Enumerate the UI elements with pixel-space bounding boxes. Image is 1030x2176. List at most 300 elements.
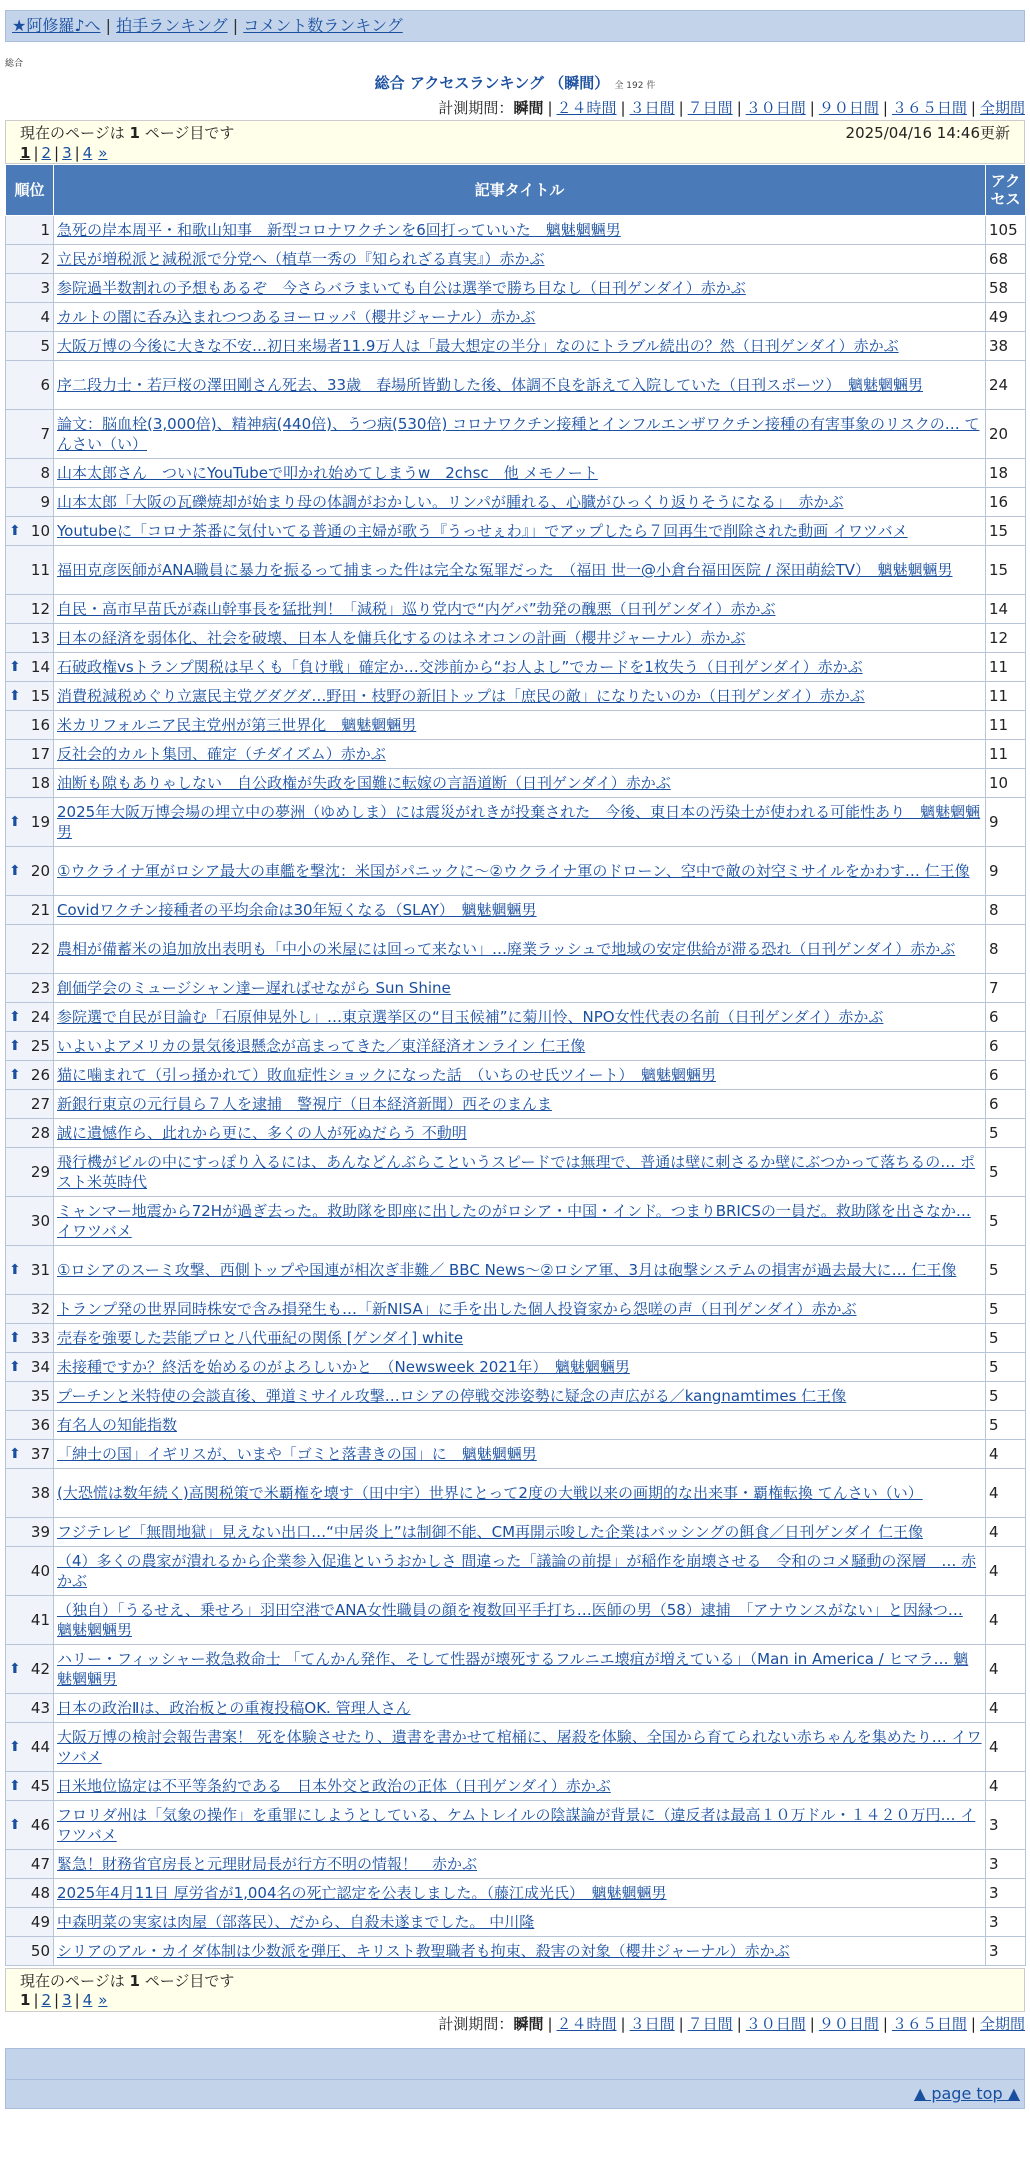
period-link-1-bottom[interactable]: ３日間 — [629, 2015, 675, 2033]
article-title-link[interactable]: 飛行機がビルの中にすっぽり入るには、あんなどんぶらこというスピードでは無理で、普通は壁に刺さるか壁にぶつかって落ちるの… ポスト米英時代 — [57, 1153, 975, 1191]
rank-up-icon: ⬆ — [9, 1009, 21, 1025]
period-label-bottom: 計測期間： — [438, 2015, 514, 2033]
period-link-0-bottom[interactable]: ２４時間 — [556, 2015, 617, 2033]
home-link[interactable]: ★阿修羅♪へ — [12, 16, 101, 35]
title-cell — [54, 1119, 986, 1148]
rank-cell — [6, 1090, 54, 1119]
period-separator: | — [736, 2015, 742, 2033]
rank-number: 14 — [30, 658, 50, 676]
title-cell — [54, 1694, 986, 1723]
period-link-5[interactable]: ３６５日間 — [891, 99, 967, 117]
rank-cell — [6, 1547, 54, 1596]
article-title-link[interactable]: 米カリフォルニア民主党州が第三世界化 魑魅魍魎男 — [57, 716, 417, 734]
pagination — [20, 143, 1010, 163]
table-row — [6, 740, 1026, 769]
table-row — [6, 1937, 1026, 1966]
rank-number: 28 — [30, 1124, 50, 1142]
rank-number: 26 — [30, 1066, 50, 1084]
section-label: 総合 — [5, 59, 24, 69]
article-title-link[interactable]: フジテレビ「無間地獄」見えない出口…“中居炎上”は制御不能、CM再開示唆した企業はバッシングの餌食／日刊ゲンダイ 仁王像 — [57, 1523, 923, 1541]
table-row — [6, 1469, 1026, 1518]
top-nav — [5, 10, 1025, 42]
title-cell — [54, 1850, 986, 1879]
table-row — [6, 682, 1026, 711]
access-count: 5 — [986, 1119, 1026, 1148]
access-count: 8 — [986, 896, 1026, 925]
page-current: 1 — [20, 144, 31, 162]
page-separator: | — [54, 144, 60, 162]
access-count: 8 — [986, 925, 1026, 974]
rank-number: 21 — [30, 901, 50, 919]
title-cell — [54, 653, 986, 682]
table-row — [6, 974, 1026, 1003]
page-separator: | — [33, 1991, 39, 2009]
rank-number: 43 — [30, 1699, 50, 1717]
article-title-link[interactable]: 2025年大阪万博会場の埋立中の夢洲（ゆめしま）には震災がれきが投棄された 今後、東日本の汚染土が使われる可能性あり 魑魅魍魎男 — [57, 803, 981, 841]
rank-number: 15 — [30, 687, 50, 705]
article-title-link[interactable]: 中森明菜の実家は肉屋（部落民）、だから、自殺未遂までした。 中川隆 — [57, 1913, 535, 1931]
table-row — [6, 410, 1026, 459]
rank-cell — [6, 488, 54, 517]
rank-cell — [6, 595, 54, 624]
rank-number: 44 — [30, 1738, 50, 1756]
article-title-link[interactable]: 農相が備蓄米の追加放出表明も「中小の米屋には回って来ない」…廃業ラッシュで地域の安定供給が滞る恐れ（日刊ゲンダイ）赤かぶ — [57, 940, 956, 958]
article-title-link[interactable]: (大恐慌は数年続く)高関税策で米覇権を壊す（田中宇）世界にとって2度の大戦以来の画期的な出来事・覇権転換 てんさい（い） — [57, 1484, 923, 1502]
table-row — [6, 1645, 1026, 1694]
period-separator: | — [970, 2015, 976, 2033]
access-count: 4 — [986, 1645, 1026, 1694]
article-title-link[interactable]: ハリー・フィッシャー救急救命士 「てんかん発作、そして性器が壊死するフルニエ壊疽が増えている」（Man in America / ヒマラ… 魑魅魍魎男 — [57, 1650, 969, 1688]
rank-number: 48 — [30, 1884, 50, 1902]
rank-number: 45 — [30, 1777, 50, 1795]
title-cell — [54, 274, 986, 303]
page-link-3[interactable]: 3 — [62, 144, 72, 162]
table-row — [6, 1324, 1026, 1353]
period-selector — [5, 96, 1025, 120]
table-row — [6, 1382, 1026, 1411]
period-link-4-bottom[interactable]: ９０日間 — [818, 2015, 879, 2033]
rank-number: 10 — [30, 522, 50, 540]
period-link-0[interactable]: ２４時間 — [556, 99, 617, 117]
title-cell — [54, 682, 986, 711]
rank-number: 13 — [30, 629, 50, 647]
table-row — [6, 1411, 1026, 1440]
title-cell — [54, 1596, 986, 1645]
rank-number: 33 — [30, 1329, 50, 1347]
title-cell — [54, 1032, 986, 1061]
rank-up-icon: ⬆ — [9, 863, 21, 879]
article-title-link[interactable]: 石破政権vsトランプ関税は早くも「負け戦」確定か…交渉前から“お人よし”でカードを1枚失う（日刊ゲンダイ）赤かぶ — [57, 658, 863, 676]
rank-number: 36 — [30, 1416, 50, 1434]
rank-up-icon: ⬆ — [9, 1739, 21, 1755]
article-title-link[interactable]: 福田克彦医師がANA職員に暴力を振るって捕まった件は完全な冤罪だった （福田 世一@小倉台福田医院 / 深田萌絵TV） 魑魅魍魎男 — [57, 561, 953, 579]
title-cell — [54, 303, 986, 332]
article-title-link[interactable]: 新銀行東京の元行員ら７人を逮捕 警視庁（日本経済新聞）西そのまんま — [57, 1095, 553, 1113]
rank-number: 47 — [30, 1855, 50, 1873]
article-title-link[interactable]: ミャンマー地震から72Hが過ぎ去った。救助隊を即座に出したのがロシア・中国・インド。つまりBRICSの一員だ。救助隊を出さなか… イワツバメ — [57, 1202, 971, 1240]
access-count: 11 — [986, 653, 1026, 682]
table-row — [6, 216, 1026, 245]
period-separator: | — [809, 99, 815, 117]
access-count: 15 — [986, 546, 1026, 595]
rank-cell — [6, 847, 54, 896]
rank-number: 50 — [30, 1942, 50, 1960]
rank-number: 31 — [30, 1261, 50, 1279]
rank-number: 3 — [40, 279, 50, 297]
rank-cell — [6, 1937, 54, 1966]
table-row — [6, 1596, 1026, 1645]
title-cell — [54, 488, 986, 517]
ranking-table — [5, 164, 1026, 1966]
page-link-4[interactable]: 4 — [82, 144, 93, 162]
rank-cell — [6, 1694, 54, 1723]
period-separator: | — [620, 2015, 626, 2033]
access-count: 4 — [986, 1440, 1026, 1469]
article-title-link[interactable]: Covidワクチン接種者の平均余命は30年短くなる（SLAY） 魑魅魍魎男 — [57, 901, 537, 919]
rank-cell — [6, 1353, 54, 1382]
total-count: 全 192 件 — [614, 81, 656, 91]
article-title-link[interactable]: プーチンと米特使の会談直後、弾道ミサイル攻撃…ロシアの停戦交渉姿勢に疑念の声広がる／kangnamtimes 仁王像 — [57, 1387, 847, 1405]
access-count: 3 — [986, 1801, 1026, 1850]
article-title-link[interactable]: ①ウクライナ軍がロシア最大の車艦を撃沈：米国がパニックに〜②ウクライナ軍のドローン、空中で敵の対空ミサイルをかわす… 仁王像 — [57, 862, 970, 880]
title-cell — [54, 769, 986, 798]
article-title-link[interactable]: ①ロシアのスーミ攻撃、西側トップや国連が相次ぎ非難／ BBC News〜②ロシア軍、3月は砲撃システムの損害が過去最大に… 仁王像 — [57, 1261, 957, 1279]
current-page-text-bottom: 現在のページは 1 ページ目です — [20, 1972, 235, 1990]
page-link-3-bottom[interactable]: 3 — [62, 1991, 72, 2009]
article-title-link[interactable]: （4）多くの農家が潰れるから企業参入促進というおかしさ 間違った「議論の前提」が稲作を崩壊させる 令和のコメ騒動の深層 … 赤かぶ — [57, 1552, 977, 1590]
rank-up-icon: ⬆ — [9, 659, 21, 675]
table-row — [6, 1119, 1026, 1148]
rank-cell — [6, 1440, 54, 1469]
rank-cell — [6, 1032, 54, 1061]
rank-cell — [6, 361, 54, 410]
access-count: 5 — [986, 1246, 1026, 1295]
rank-number: 1 — [40, 221, 50, 239]
title-cell — [54, 1645, 986, 1694]
rank-cell — [6, 216, 54, 245]
title-cell — [54, 1518, 986, 1547]
article-title-link[interactable]: 日米地位協定は不平等条約である 日本外交と政治の正体（日刊ゲンダイ）赤かぶ — [57, 1777, 611, 1795]
rank-number: 27 — [30, 1095, 50, 1113]
table-row — [6, 274, 1026, 303]
article-title-link[interactable]: トランプ発の世界同時株安で含み損発生も…「新NISA」に手を出した個人投資家から怨嗟の声（日刊ゲンダイ）赤かぶ — [57, 1300, 857, 1318]
period-link-2-bottom[interactable]: ７日間 — [687, 2015, 733, 2033]
access-count: 68 — [986, 245, 1026, 274]
table-row — [6, 517, 1026, 546]
access-count: 10 — [986, 769, 1026, 798]
article-title-link[interactable]: Youtubeに「コロナ茶番に気付いてる普通の主婦が歌う『うっせぇわ』」でアップしたら７回再生で削除された動画 イワツバメ — [57, 522, 908, 540]
period-link-3[interactable]: ３０日間 — [745, 99, 806, 117]
title-cell — [54, 1197, 986, 1246]
article-title-link[interactable]: 急死の岸本周平・和歌山知事 新型コロナワクチンを6回打っていいた 魑魅魍魎男 — [57, 221, 621, 239]
article-title-link[interactable]: 大阪万博の今後に大きな不安…初日来場者11.9万人は「最大想定の半分」なのにトラブル続出の？然（日刊ゲンダイ）赤かぶ — [57, 337, 899, 355]
period-selector-bottom — [5, 2012, 1025, 2036]
access-count: 3 — [986, 1879, 1026, 1908]
comment-ranking-link[interactable]: コメント数ランキング — [243, 16, 403, 35]
rank-number: 23 — [30, 979, 50, 997]
period-link-3-bottom[interactable]: ３０日間 — [745, 2015, 806, 2033]
access-count: 4 — [986, 1772, 1026, 1801]
title-cell — [54, 624, 986, 653]
page-separator: | — [33, 144, 39, 162]
rank-number: 19 — [30, 813, 50, 831]
rank-cell — [6, 274, 54, 303]
period-label: 計測期間： — [438, 99, 514, 117]
access-count: 3 — [986, 1850, 1026, 1879]
title-cell — [54, 1382, 986, 1411]
access-count: 6 — [986, 1032, 1026, 1061]
rank-cell — [6, 1908, 54, 1937]
title-cell — [54, 459, 986, 488]
access-count: 11 — [986, 711, 1026, 740]
rank-cell — [6, 896, 54, 925]
access-count: 12 — [986, 624, 1026, 653]
title-cell — [54, 1937, 986, 1966]
rank-number: 12 — [30, 600, 50, 618]
rank-number: 17 — [30, 745, 50, 763]
period-separator: | — [882, 99, 888, 117]
article-title-link[interactable]: 日本の経済を弱体化、社会を破壊、日本人を傭兵化するのはネオコンの計画（櫻井ジャーナル）赤かぶ — [57, 629, 746, 647]
title-cell — [54, 1061, 986, 1090]
access-count: 4 — [986, 1723, 1026, 1772]
access-count: 5 — [986, 1353, 1026, 1382]
article-title-link[interactable]: 山本太郎「大阪の瓦礫焼却が始まり母の体調がおかしい。リンパが腫れる、心臓がひっくり返りそうになる」 赤かぶ — [57, 493, 844, 511]
article-title-link[interactable]: 創価学会のミュージシャン達ー遅ればせながら Sun Shine — [57, 979, 451, 997]
table-row — [6, 711, 1026, 740]
table-row — [6, 1246, 1026, 1295]
rank-number: 9 — [40, 493, 50, 511]
rank-up-icon: ⬆ — [9, 523, 21, 539]
title-cell — [54, 1295, 986, 1324]
rank-number: 35 — [30, 1387, 50, 1405]
article-title-link[interactable]: 立民が増税派と減税派で分党へ（植草一秀の『知られざる真実』）赤かぶ — [57, 250, 545, 268]
article-title-link[interactable]: 緊急！財務省官房長と元理財局長が行方不明の情報！ 赤かぶ — [57, 1855, 478, 1873]
article-title-link[interactable]: 猫に噛まれて（引っ掻かれて）敗血症性ショックになった話 （いちのせ氏ツイート） 魑魅魍魎男 — [57, 1066, 716, 1084]
page-top-link[interactable]: ▲ page top ▲ — [913, 2084, 1020, 2103]
col-title-header: 記事タイトル — [54, 165, 986, 216]
article-title-link[interactable]: 「紳士の国」イギリスが、いまや「ゴミと落書きの国」に 魑魅魍魎男 — [57, 1445, 537, 1463]
rank-up-icon: ⬆ — [9, 1038, 21, 1054]
article-title-link[interactable]: 有名人の知能指数 — [57, 1416, 178, 1434]
table-row — [6, 1090, 1026, 1119]
rank-cell — [6, 798, 54, 847]
rank-cell — [6, 1469, 54, 1518]
rank-cell — [6, 711, 54, 740]
table-row — [6, 653, 1026, 682]
access-count: 9 — [986, 798, 1026, 847]
article-title-link[interactable]: 論文：脳血栓(3,000倍)、精神病(440倍)、うつ病(530倍) コロナワクチン接種とインフルエンザワクチン接種の有害事象のリスクの… てんさい（い） — [57, 415, 980, 453]
article-title-link[interactable]: 参院過半数割れの予想もあるぞ 今さらバラまいても自公は選挙で勝ち目なし（日刊ゲンダイ）赤かぶ — [57, 279, 746, 297]
article-title-link[interactable]: 山本太郎さん ついにYouTubeで叩かれ始めてしまうw 2chsc 他 メモノート — [57, 464, 598, 482]
article-title-link[interactable]: 売春を強要した芸能プロと八代亜紀の関係 [ゲンダイ] white — [57, 1329, 464, 1347]
access-count: 5 — [986, 1411, 1026, 1440]
pagination-bottom — [20, 1991, 1010, 2009]
title-cell — [54, 1469, 986, 1518]
title-cell — [54, 410, 986, 459]
rank-number: 38 — [30, 1484, 50, 1502]
access-count: 24 — [986, 361, 1026, 410]
article-title-link[interactable]: 参院選で自民が目論む「石原伸晃外し」…東京選挙区の“目玉候補”に菊川怜、NPO女性代表の名前（日刊ゲンダイ）赤かぶ — [57, 1008, 884, 1026]
article-title-link[interactable]: 消費税減税めぐり立憲民主党グダグダ…野田・枝野の新旧トップは「庶民の敵」になりたいのか（日刊ゲンダイ）赤かぶ — [57, 687, 865, 705]
table-row — [6, 1353, 1026, 1382]
nav-separator: | — [232, 16, 239, 35]
access-count: 5 — [986, 1324, 1026, 1353]
table-row — [6, 1032, 1026, 1061]
rank-number: 49 — [30, 1913, 50, 1931]
col-access-header: アクセス — [986, 165, 1026, 216]
page-info — [5, 120, 1025, 164]
rank-cell — [6, 1382, 54, 1411]
page-separator: | — [54, 1991, 60, 2009]
rank-cell — [6, 1119, 54, 1148]
rank-cell — [6, 1850, 54, 1879]
rank-number: 8 — [40, 464, 50, 482]
table-row — [6, 1850, 1026, 1879]
title-cell — [54, 711, 986, 740]
period-link-6[interactable]: 全期間 — [979, 99, 1025, 117]
article-title-link[interactable]: 序二段力士・若戸桜の澤田剛さん死去、33歳 春場所皆勤した後、体調不良を訴えて入院していた（日刊スポーツ） 魑魅魍魎男 — [57, 376, 923, 394]
table-row — [6, 798, 1026, 847]
article-title-link[interactable]: 大阪万博の検討会報告書案！ 死を体験させたり、遺書を書かせて棺桶に、屠殺を体験、全国から育てられない赤ちゃんを集めたり… イワツバメ — [57, 1728, 982, 1766]
table-row — [6, 1197, 1026, 1246]
page-separator: | — [74, 144, 80, 162]
rank-number: 25 — [30, 1037, 50, 1055]
table-row — [6, 1879, 1026, 1908]
rank-number: 41 — [30, 1611, 50, 1629]
article-title-link[interactable]: 未接種ですか？終活を始めるのがよろしいかと （Newsweek 2021年） 魑魅魍魎男 — [57, 1358, 630, 1376]
next-page-link[interactable]: » — [98, 144, 108, 162]
period-link-6-bottom[interactable]: 全期間 — [979, 2015, 1025, 2033]
title-cell — [54, 1246, 986, 1295]
title-cell — [54, 798, 986, 847]
table-row — [6, 1295, 1026, 1324]
title-cell — [54, 974, 986, 1003]
access-count: 4 — [986, 1596, 1026, 1645]
rank-up-icon: ⬆ — [9, 1661, 21, 1677]
rank-cell — [6, 245, 54, 274]
article-title-link[interactable]: 2025年4月11日 厚労省が1,004名の死亡認定を公表しました。（藤江成光氏） 魑魅魍魎男 — [57, 1884, 667, 1902]
access-count: 58 — [986, 274, 1026, 303]
rank-number: 42 — [30, 1660, 50, 1678]
table-row — [6, 1061, 1026, 1090]
article-title-link[interactable]: 日本の政治Ⅱは、政治板との重複投稿OK. 管理人さん — [57, 1699, 411, 1717]
rank-cell — [6, 1645, 54, 1694]
rank-cell — [6, 1324, 54, 1353]
access-count: 5 — [986, 1197, 1026, 1246]
article-title-link[interactable]: カルトの闇に呑み込まれつつあるヨーロッパ（櫻井ジャーナル）赤かぶ — [57, 308, 536, 326]
period-link-1[interactable]: ３日間 — [629, 99, 675, 117]
rank-up-icon: ⬆ — [9, 1446, 21, 1462]
rank-number: 4 — [40, 308, 50, 326]
table-row — [6, 488, 1026, 517]
access-count: 7 — [986, 974, 1026, 1003]
rank-number: 7 — [40, 425, 50, 443]
rank-cell — [6, 1596, 54, 1645]
rank-up-icon: ⬆ — [9, 1067, 21, 1083]
page-current-bottom: 1 — [20, 1991, 31, 2009]
rank-cell — [6, 682, 54, 711]
page-separator: | — [74, 1991, 80, 2009]
article-title-link[interactable]: 油断も隙もありゃしない 自公政権が失政を国難に転嫁の言語道断（日刊ゲンダイ）赤かぶ — [57, 774, 671, 792]
title-cell — [54, 1324, 986, 1353]
clap-ranking-link[interactable]: 拍手ランキング — [116, 16, 228, 35]
title-cell — [54, 216, 986, 245]
access-count: 9 — [986, 847, 1026, 896]
article-title-link[interactable]: フロリダ州は「気象の操作」を重罪にしようとしている、ケムトレイルの陰謀論が背景に（違反者は最高１０万ドル・１４２０万円… イワツバメ — [57, 1806, 976, 1844]
next-page-link-bottom[interactable]: » — [98, 1991, 108, 2009]
period-link-5-bottom[interactable]: ３６５日間 — [891, 2015, 967, 2033]
page-top-bar — [5, 2080, 1025, 2109]
article-title-link[interactable]: 反社会的カルト集団、確定（チダイズム）赤かぶ — [57, 745, 386, 763]
title-cell — [54, 332, 986, 361]
rank-cell — [6, 653, 54, 682]
period-separator: | — [736, 99, 742, 117]
table-row — [6, 459, 1026, 488]
page-title — [5, 70, 1025, 96]
rank-number: 29 — [30, 1163, 50, 1181]
period-link-4[interactable]: ９０日間 — [818, 99, 879, 117]
article-title-link[interactable]: いよいよアメリカの景気後退懸念が高まってきた／東洋経済オンライン 仁王像 — [57, 1037, 586, 1055]
period-current-bottom: 瞬間 — [513, 2015, 544, 2033]
updated-time: 2025/04/16 14:46更新 — [845, 124, 1010, 142]
page-link-2[interactable]: 2 — [41, 144, 52, 162]
table-row — [6, 361, 1026, 410]
rank-cell — [6, 1197, 54, 1246]
article-title-link[interactable]: （独自）「うるせえ、乗せろ」羽田空港でANA女性職員の顔を複数回平手打ち…医師の男（58）逮捕 「アナウンスがない」と因縁つ… 魑魅魍魎男 — [57, 1601, 963, 1639]
title-cell — [54, 1772, 986, 1801]
rank-cell — [6, 517, 54, 546]
table-row — [6, 1148, 1026, 1197]
table-row — [6, 1801, 1026, 1850]
table-row — [6, 1772, 1026, 1801]
page-info-bottom — [5, 1968, 1025, 2012]
period-link-2[interactable]: ７日間 — [687, 99, 733, 117]
rank-up-icon: ⬆ — [9, 1778, 21, 1794]
rank-cell — [6, 1879, 54, 1908]
rank-up-icon: ⬆ — [9, 1330, 21, 1346]
title-cell — [54, 1801, 986, 1850]
rank-cell — [6, 1246, 54, 1295]
period-separator: | — [678, 99, 684, 117]
rank-number: 16 — [30, 716, 50, 734]
access-count: 16 — [986, 488, 1026, 517]
access-count: 15 — [986, 517, 1026, 546]
access-count: 49 — [986, 303, 1026, 332]
article-title-link[interactable]: シリアのアル・カイダ体制は少数派を弾圧、キリスト教聖職者も拘束、殺害の対象（櫻井ジャーナル）赤かぶ — [57, 1942, 790, 1960]
table-row — [6, 332, 1026, 361]
rank-cell — [6, 740, 54, 769]
table-row — [6, 1723, 1026, 1772]
table-row — [6, 624, 1026, 653]
title-cell — [54, 361, 986, 410]
table-row — [6, 896, 1026, 925]
access-count: 5 — [986, 1295, 1026, 1324]
period-separator: | — [620, 99, 626, 117]
rank-cell — [6, 303, 54, 332]
page-link-2-bottom[interactable]: 2 — [41, 1991, 52, 2009]
rank-number: 37 — [30, 1445, 50, 1463]
rank-cell — [6, 1411, 54, 1440]
title-cell — [54, 896, 986, 925]
current-page-text: 現在のページは 1 ページ目です — [20, 124, 235, 142]
page-link-4-bottom[interactable]: 4 — [82, 1991, 93, 2009]
table-row — [6, 1518, 1026, 1547]
article-title-link[interactable]: 自民・高市早苗氏が森山幹事長を猛批判！「減税」巡り党内で“内ゲバ”勃発の醜悪（日刊ゲンダイ）赤かぶ — [57, 600, 776, 618]
rank-up-icon: ⬆ — [9, 1262, 21, 1278]
article-title-link[interactable]: 誠に遺憾作ら、此れから更に、多くの人が死ぬだらう 不動明 — [57, 1124, 467, 1142]
access-count: 18 — [986, 459, 1026, 488]
rank-cell — [6, 1148, 54, 1197]
